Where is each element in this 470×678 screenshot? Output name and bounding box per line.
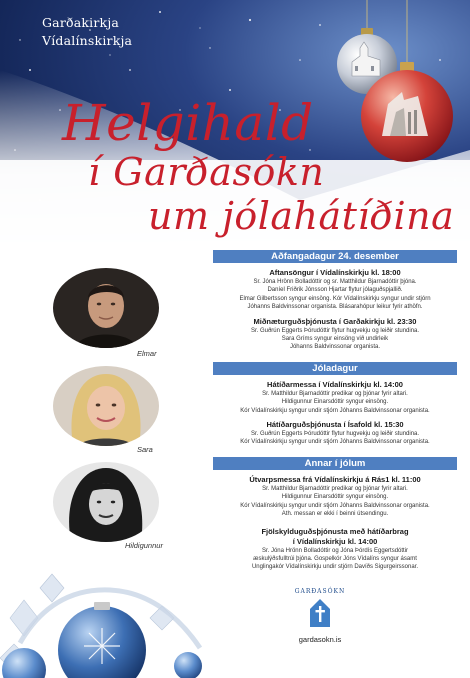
service-title: Hátíðarmessa í Vídalínskirkju kl. 14:00 xyxy=(267,379,403,389)
small-blue-ornament-icon xyxy=(174,652,202,678)
service-description-line: Sr. Guðrún Eggerts Þórudóttir flytur hugvekju og leiðir stundina. xyxy=(250,327,420,334)
poster-title-line-2: í Garðasókn xyxy=(88,150,325,194)
service-description-line: Ath. messan er ekki í beinni útsendingu. xyxy=(281,511,389,518)
service-hatidargudsthjonusta-isafold xyxy=(213,420,457,447)
church-name-gardakirkja: Garðakirkja xyxy=(42,15,120,30)
day-header-annar-i-jolum: Annar í jólum xyxy=(213,457,457,470)
service-description-line: Kór Vídalínskirkju syngur undir stjórn Jóhanns Baldvinssonar organista. xyxy=(240,439,430,446)
church-name-vidalinskirkja: Vídalínskirkja xyxy=(42,33,133,48)
service-title: Miðnæturguðsþjónusta í Garðakirkju kl. 23:30 xyxy=(253,316,417,326)
service-aftansongur xyxy=(213,268,457,312)
decorative-ornaments xyxy=(0,548,240,678)
poster-title-line-3: um jólahátíðina xyxy=(148,194,455,238)
service-description-line: Sr. Guðrún Eggerts Þórudóttir flytur hugvekju og leiðir stundina. xyxy=(250,431,420,438)
service-midnaeturgudsthjonusta xyxy=(213,317,457,352)
service-description-line: Kór Vídalínskirkju syngur undir stjórn Jóhanns Baldvinssonar organista. xyxy=(240,502,430,509)
portrait-elmar-image xyxy=(53,268,159,348)
service-title: Útvarpsmessa frá Vídalínskirkju á Rás1 kl. 11:00 xyxy=(249,474,421,484)
portrait-sara xyxy=(53,366,159,446)
church-cross-logo-icon xyxy=(308,597,332,627)
schedule xyxy=(213,250,457,572)
service-title: Hátíðarguðsþjónusta í Ísafold kl. 15:30 xyxy=(266,420,404,430)
service-title: Fjölskylduguðsþjónusta með hátíðarbrag xyxy=(261,526,409,536)
service-description-line: Hildigunnur Einarsdóttir syngur einsöng. xyxy=(281,399,389,406)
service-utvarpsmessa xyxy=(213,475,457,519)
performer-name-elmar: Elmar xyxy=(137,349,157,358)
service-description-line: Sr. Matthildur Bjarnadóttir predikar og þjónar fyrir altari. xyxy=(262,390,408,397)
church-names xyxy=(42,14,132,50)
performer-name-hildigunnur: Hildigunnur xyxy=(125,541,163,550)
portrait-sara-image xyxy=(53,366,159,446)
service-title-line-2: í Vídalínskirkju kl. 14:00 xyxy=(292,536,378,546)
service-hatidarmessa xyxy=(213,380,457,415)
service-description-line: Unglingakór Vídalínskirkju undir stjórn Davíðs Sigurgeirssonar. xyxy=(251,564,419,571)
service-description-line: Kór Vídalínskirkju syngur undir stjórn Jóhanns Baldvinssonar organista. xyxy=(240,407,430,414)
service-description-line: Jóhanns Baldvinssonar organista. xyxy=(289,344,381,351)
service-description-line: Hildigunnur Einarsdóttir syngur einsöng. xyxy=(281,494,389,501)
service-description-line: Sr. Jóna Hrönn Bolladóttir og Jóna Þórdís Eggertsdóttir xyxy=(261,547,409,554)
brand-website-link[interactable]: gardasokn.is xyxy=(298,635,342,644)
portrait-hildigunnur xyxy=(53,462,159,542)
service-description-line: Elmar Gilbertsson syngur einsöng. Kór Vídalínskirkju syngur undir stjórn xyxy=(239,295,431,302)
portrait-hildigunnur-image xyxy=(53,462,159,542)
portrait-elmar xyxy=(53,268,159,348)
brand-name: GARÐASÓKN xyxy=(294,588,346,595)
day-header-joladagur: Jóladagur xyxy=(213,362,457,375)
performer-name-sara: Sara xyxy=(137,445,153,454)
service-description-line: Daníel Friðrik Jónsson Hjartar flytur jólaguðspjallið. xyxy=(267,287,403,294)
brand-logo-block xyxy=(284,588,356,644)
service-description-line: Sr. Jóna Hrönn Bolladóttir og sr. Matthildur Bjarnadóttir þjóna. xyxy=(253,279,417,285)
day-header-adfangadagur: Aðfangadagur 24. desember xyxy=(213,250,457,263)
service-description-line: Sara Gríms syngur einsöng við undirleik xyxy=(281,336,389,343)
service-title: Aftansöngur í Vídalínskirkju kl. 18:00 xyxy=(269,268,401,277)
service-fjolskyldugudsthjonusta xyxy=(213,527,457,572)
service-description-line: Jóhanns Baldvinssonar organista. Blásarahópur leikur fyrir athöfn. xyxy=(247,304,423,311)
service-description-line: æskulýðsfulltrúi þjóna. Gospelkór Jóns Vídalíns syngur ásamt xyxy=(253,555,417,562)
poster-title-line-1: Helgihald xyxy=(62,94,314,152)
service-description-line: Sr. Matthildur Bjarnadóttir predikar og þjónar fyrir altari. xyxy=(262,485,408,492)
